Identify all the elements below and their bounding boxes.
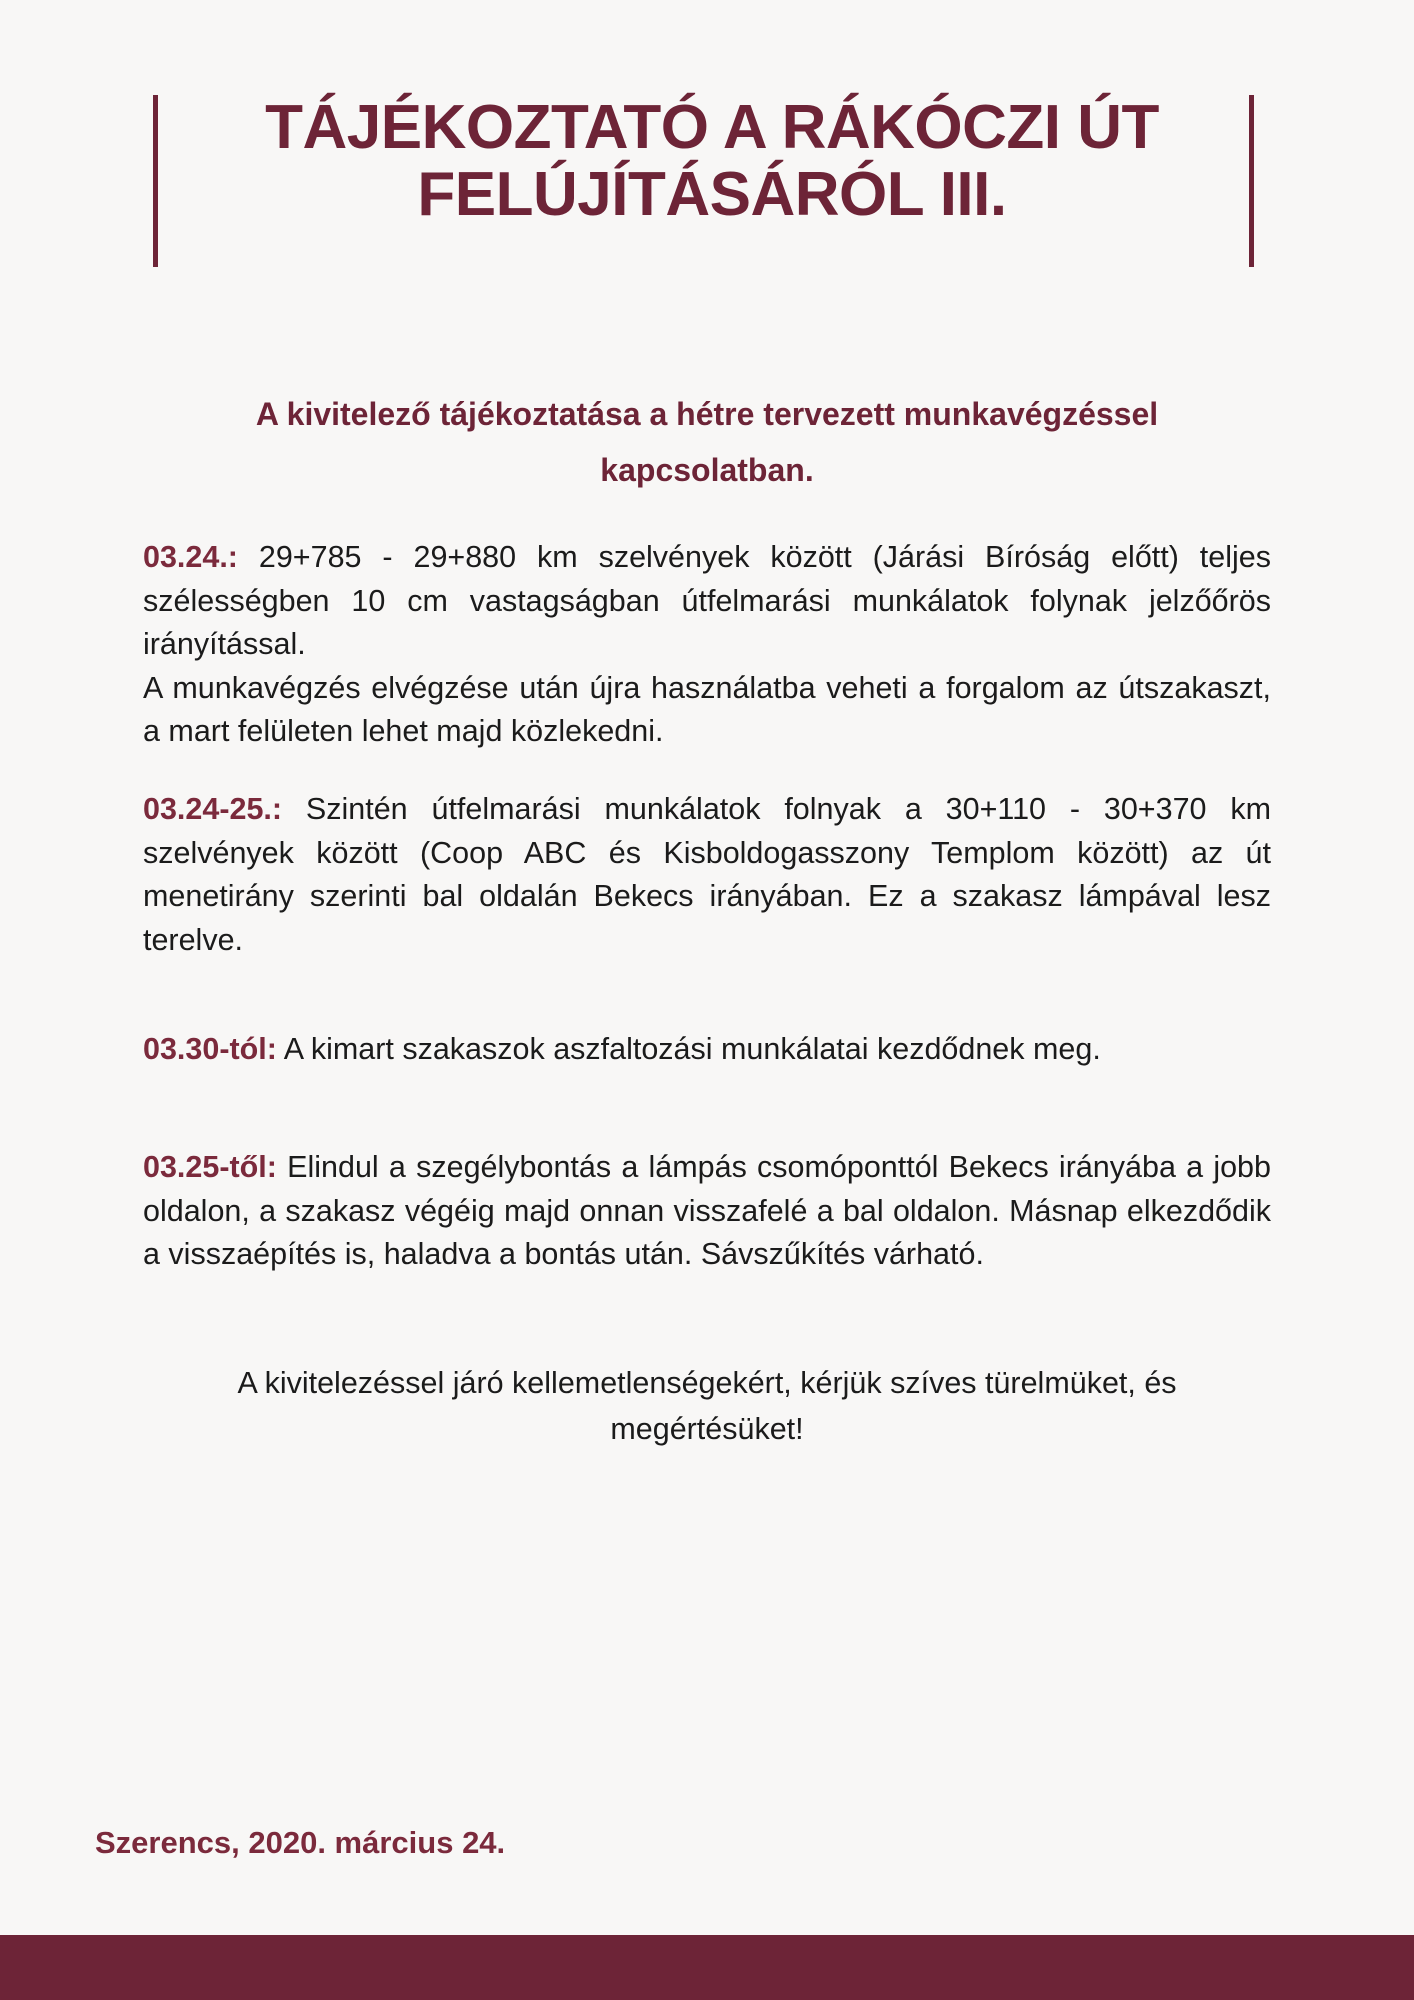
section-2-paragraph — [143, 788, 1271, 962]
poster-header — [0, 0, 1414, 229]
section-1-paragraph-2: A munkavégzés elvégzése után újra használatba veheti a forgalom az útszakaszt, a mart felületen lehet majd közlekedni. — [143, 670, 1271, 749]
body-content — [0, 498, 1414, 1277]
page-title-line-1: TÁJÉKOZTATÓ A RÁKÓCZI ÚT — [265, 93, 1159, 162]
bottom-accent-bar — [0, 1935, 1414, 2000]
section-3-paragraph — [143, 1028, 1271, 1072]
section-1-lead: 03.24.: — [143, 540, 238, 574]
section-2-lead: 03.24-25.: — [143, 792, 283, 827]
title-rule-right — [1249, 95, 1254, 267]
section-2-text: Szintén útfelmarási munkálatok folnyak a 30+110 - 30+370 km szelvények között (Coop ABC és Kisboldogasszony Templom között) az út menetirány szerinti bal oldalán Bekecs irányában. Ez a szakasz lámpával lesz terelve. — [143, 792, 1271, 957]
page-title-line-2: FELÚJÍTÁSÁRÓL III. — [417, 159, 1007, 229]
section-1-text: 29+785 - 29+880 km szelvények között (Járási Bíróság előtt) teljes szélességben 10 cm vastagságban útfelmarási munkálatok folynak jelzőőrös irányítással. — [143, 540, 1271, 662]
subtitle: A kivitelező tájékoztatása a hétre tervezett munkavégzéssel kapcsolatban. — [255, 396, 1159, 488]
section-3-lead: 03.30-tól: — [143, 1032, 277, 1067]
footer-place-and-date: Szerencs, 2020. március 24. — [95, 1825, 506, 1860]
spacer-3 — [143, 1072, 1271, 1146]
spacer-1 — [143, 754, 1271, 788]
section-3-text: A kimart szakaszok aszfaltozási munkálatai kezdődnek meg. — [276, 1032, 1101, 1067]
closing-message: A kivitelezéssel járó kellemetlenségekért, kérjük szíves türelmüket, és megértésüket! — [237, 1365, 1177, 1446]
spacer-2 — [143, 962, 1271, 1028]
section-1-paragraph-1 — [143, 536, 1271, 667]
section-4-text: Elindul a szegélybontás a lámpás csomóponttól Bekecs irányába a jobb oldalon, a szakasz végéig majd onnan visszafelé a bal oldalon. Másnap elkezdődik a visszaépítés is, haladva a bontás után. Sávszűkítés várható. — [143, 1150, 1271, 1272]
section-4-paragraph — [143, 1146, 1271, 1277]
section-4-lead: 03.25-től: — [143, 1150, 277, 1185]
title-rule-left — [153, 95, 158, 267]
page-title — [175, 95, 1249, 229]
